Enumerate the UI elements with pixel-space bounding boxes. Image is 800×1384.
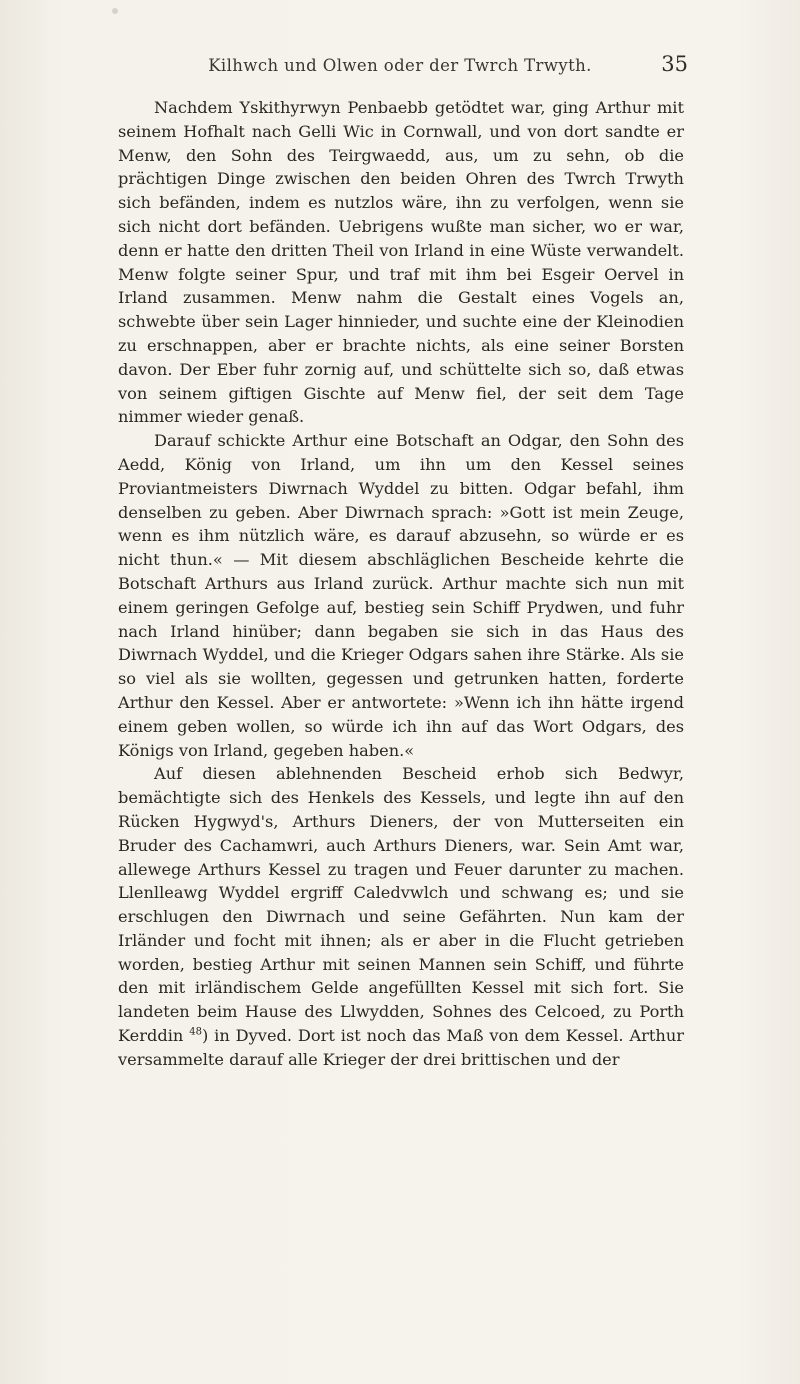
- paragraph-3: [118, 762, 684, 1071]
- running-title: Kilhwch und Olwen oder der Twrch Trwyth.: [208, 56, 592, 75]
- paragraph-3-tail: ) in Dyved. Dort ist noch das Maß von dem Kessel. Arthur versammelte darauf alle Krieger der drei brittischen und der: [118, 1026, 684, 1069]
- paragraph-1: Nachdem Yskithyrwyn Penbaebb getödtet war, ging Arthur mit seinem Hofhalt nach Gelli Wic in Cornwall, und von dort sandte er Menw, den Sohn des Teirgwaedd, aus, um zu sehn, ob die prächtigen Dinge zwischen den beiden Ohren des Twrch Trwyth sich befänden, indem es nutzlos wäre, ihn zu verfolgen, wenn sie sich nicht dort befänden. Uebrigens wußte man sicher, wo er war, denn er hatte den dritten Theil von Irland in eine Wüste verwandelt. Menw folgte seiner Spur, und traf mit ihm bei Esgeir Oervel in Irland zusammen. Menw nahm die Gestalt eines Vogels an, schwebte über sein Lager hinnieder, und suchte eine der Kleinodien zu erschnappen, aber er brachte nichts, als eine seiner Borsten davon. Der Eber fuhr zornig auf, und schüttelte sich so, daß etwas von seinem giftigen Gischte auf Menw fiel, der seit dem Tage nimmer wieder genaß.: [118, 98, 684, 427]
- page-number: 35: [661, 52, 688, 76]
- page-header: [112, 52, 688, 86]
- footnote-marker: 48: [189, 1026, 202, 1038]
- paragraph-2: Darauf schickte Arthur eine Botschaft an Odgar, den Sohn des Aedd, König von Irland, um ihn um den Kessel seines Proviantmeisters Diwrnach Wyddel zu bitten. Odgar befahl, ihm denselben zu geben. Aber Diwrnach sprach: »Gott ist mein Zeuge, wenn es ihm nützlich wäre, es darauf abzusehn, so würde er es nicht thun.« — Mit diesem abschläglichen Bescheide kehrte die Botschaft Arthurs aus Irland zurück. Arthur machte sich nun mit einem geringen Gefolge auf, bestieg sein Schiff Prydwen, und fuhr nach Irland hinüber; dann begaben sie sich in das Haus des Diwrnach Wyddel, und die Krieger Odgars sahen ihre Stärke. Als sie so viel als sie wollten, gegessen und getrunken hatten, forderte Arthur den Kessel. Aber er antwortete: »Wenn ich ihn hätte irgend einem geben wollen, so würde ich ihn auf das Wort Odgars, des Königs von Irland, gegeben haben.«: [118, 431, 684, 760]
- paragraph-3-text: Auf diesen ablehnenden Bescheid erhob sich Bedwyr, bemächtigte sich des Henkels des Kessels, und legte ihn auf den Rücken Hygwyd's, Arthurs Dieners, der von Mutterseiten ein Bruder des Cachamwri, auch Arthurs Dieners, war. Sein Amt war, allewege Arthurs Kessel zu tragen und Feuer darunter zu machen. Llenlleawg Wyddel ergriff Caledvwlch und schwang es; und sie erschlugen den Diwrnach und seine Gefährten. Nun kam der Irländer und focht mit ihnen; als er aber in die Flucht getrieben worden, bestieg Arthur mit seinen Mannen sein Schiff, und führte den mit irländischem Gelde angefüllten Kessel mit sich fort. Sie landeten beim Hause des Llwydden, Sohnes des Celcoed, zu Porth Kerddin: [118, 764, 684, 1046]
- paper-speck: [112, 8, 118, 14]
- body-text: [118, 96, 684, 1072]
